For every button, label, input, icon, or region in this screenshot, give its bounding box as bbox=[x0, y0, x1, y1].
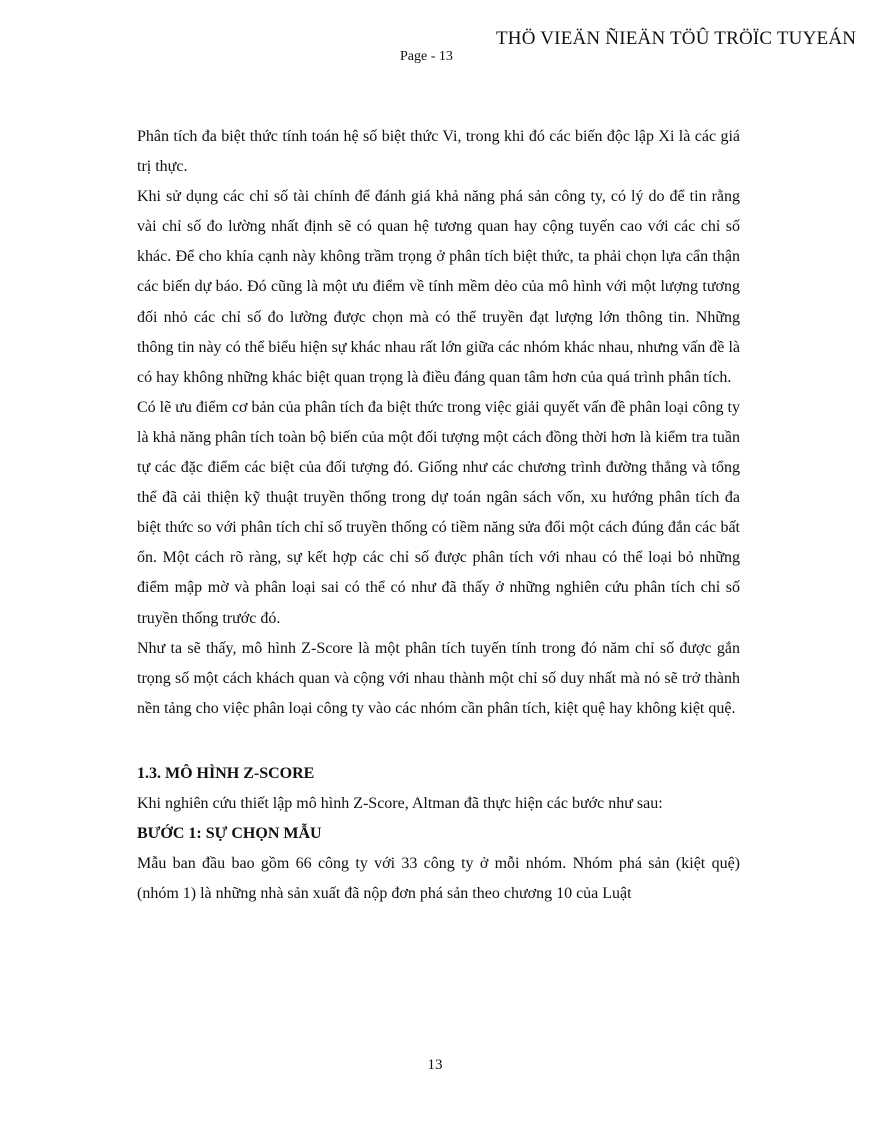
step-heading: BƯỚC 1: SỰ CHỌN MẪU bbox=[137, 824, 322, 842]
paragraph-mda-advantage: Có lẽ ưu điểm cơ bản của phân tích đa biệt thức trong việc giải quyết vấn đề phân loại công ty là khả năng phân tích toàn bộ biến của một đối tượng một cách đồng thời hơn là kiểm tra tuần tự các đặc điểm các biệt của đối tượng đó. Giống như các chương trình đường thẳng và tổng thể đã cải thiện kỹ thuật truyền thống trong dự toán ngân sách vốn, xu hướng phân tích đa biệt thức so với phân tích chỉ số truyền thống có tiềm năng sửa đổi một cách đúng đắn các bất ổn. Một cách rõ ràng, sự kết hợp các chỉ số được phân tích với nhau có thể loại bỏ những điểm mập mờ và phân loại sai có thể có như đã thấy ở những nghiên cứu phân tích chỉ số truyền thống trước đó. bbox=[137, 398, 740, 627]
paragraph-financial-ratios: Khi sử dụng các chỉ số tài chính để đánh giá khả năng phá sản công ty, có lý do để tin rằng vài chỉ số đo lường nhất định sẽ có quan hệ tương quan hay cộng tuyến cao với các chỉ số khác. Để cho khía cạnh này không trầm trọng ở phân tích biệt thức, ta phải chọn lựa cẩn thận các biến dự báo. Đó cũng là một ưu điểm về tính mềm dẻo của mô hình với một lượng tương đối nhỏ các chỉ số đo lường được chọn mà có thể truyền đạt lượng lớn thông tin. Những thông tin này có thể biểu hiện sự khác nhau rất lớn giữa các nhóm khác nhau, nhưng vấn đề là có hay không những khác biệt quan trọng là điều đáng quan tâm hơn của quá trình phân tích. bbox=[137, 188, 740, 386]
page-number: 13 bbox=[427, 1057, 443, 1073]
section-heading: 1.3. MÔ HÌNH Z-SCORE bbox=[137, 764, 315, 782]
page-label: Page - 13 bbox=[400, 49, 453, 64]
step-paragraph: Mẫu ban đầu bao gồm 66 công ty với 33 công ty ở mỗi nhóm. Nhóm phá sản (kiệt quệ) (nhóm 1) là những nhà sản xuất đã nộp đơn phá sản theo chương 10 của Luật bbox=[137, 854, 740, 903]
paragraph-discriminant-intro: Phân tích đa biệt thức tính toán hệ số biệt thức Vi, trong khi đó các biến độc lập Xi là các giá trị thực. bbox=[137, 128, 740, 176]
section-intro: Khi nghiên cứu thiết lập mô hình Z-Score, Altman đã thực hiện các bước như sau: bbox=[137, 794, 663, 812]
paragraph-zscore-overview: Như ta sẽ thấy, mô hình Z-Score là một phân tích tuyến tính trong đó năm chỉ số được gắn trọng số một cách khách quan và cộng với nhau thành một chỉ số duy nhất mà nó sẽ trở thành nền tảng cho việc phân loại công ty vào các nhóm cần phân tích, kiệt quệ hay không kiệt quệ. bbox=[137, 639, 740, 717]
running-header-title: THÖ VIEÄN ÑIEÄN TÖÛ TRÖÏC TUYEÁN bbox=[496, 28, 857, 49]
document-body bbox=[137, 122, 740, 909]
